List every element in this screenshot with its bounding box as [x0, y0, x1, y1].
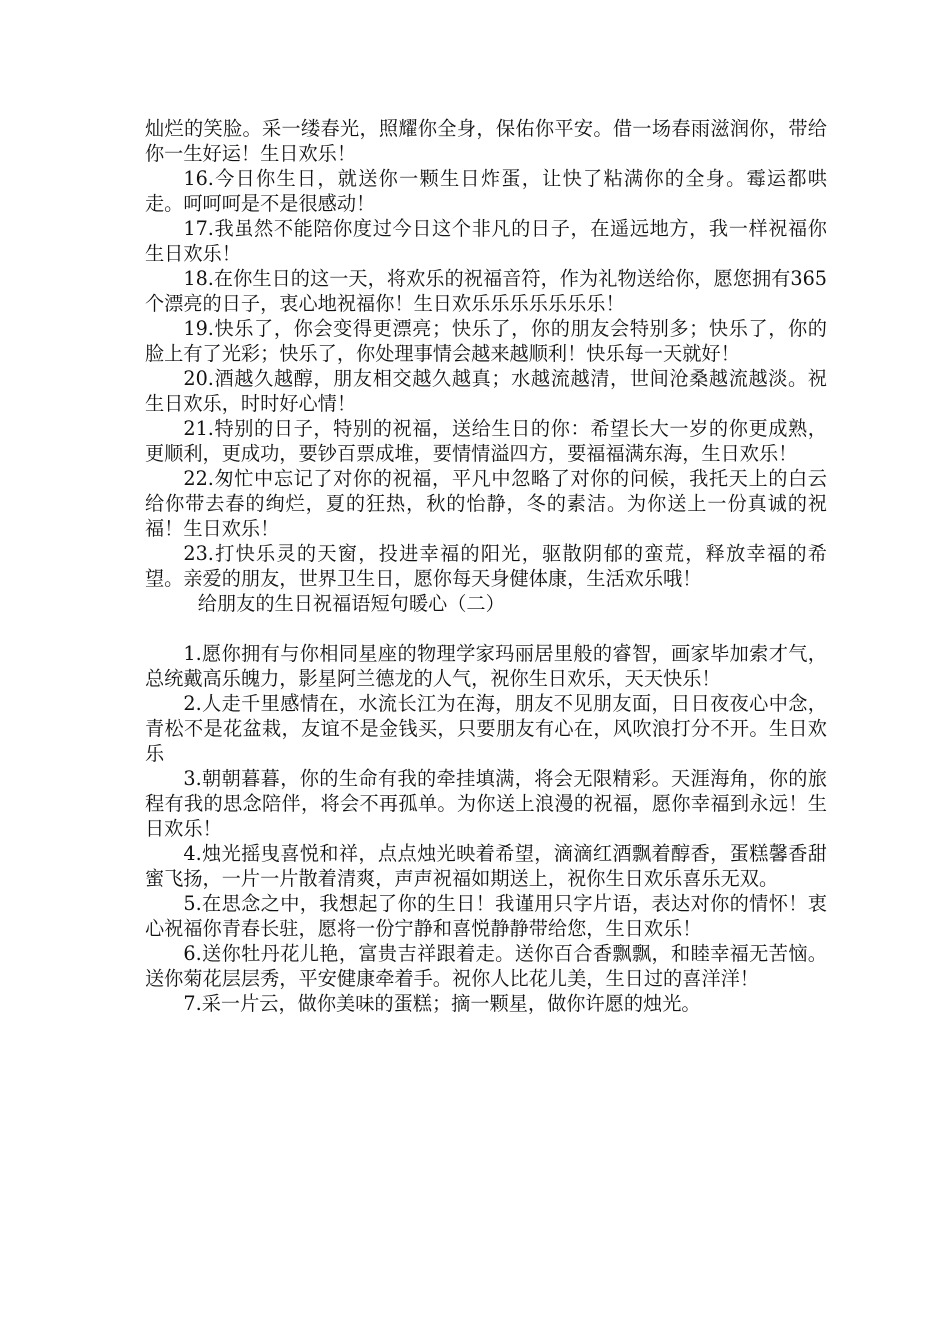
- list-item-6: 6.送你牡丹花儿艳，富贵吉祥跟着走。送你百合香飘飘，和睦幸福无苦恼。送你菊花层层秀，平安健康牵着手。祝你人比花儿美，生日过的喜洋洋！: [145, 942, 827, 990]
- list-item-22: 22.匆忙中忘记了对你的祝福，平凡中忽略了对你的问候，我托天上的白云给你带去春的绚烂，夏的狂热，秋的怡静，冬的素洁。为你送上一份真诚的祝福！生日欢乐！: [145, 467, 827, 540]
- list-item-2: 2.人走千里感情在，水流长江为在海，朋友不见朋友面，日日夜夜心中念，青松不是花盆栽，友谊不是金钱买，只要朋友有心在，风吹浪打分不开。生日欢乐: [145, 692, 827, 765]
- list-item-4: 4.烛光摇曳喜悦和祥，点点烛光映着希望，滴滴红酒飘着醇香，蛋糕馨香甜蜜飞扬，一片一片散着清爽，声声祝福如期送上，祝你生日欢乐喜乐无双。: [145, 842, 827, 890]
- list-item-21: 21.特别的日子，特别的祝福，送给生日的你：希望长大一岁的你更成熟，更顺利，更成功，要钞百票成堆，要情情溢四方，要福福满东海，生日欢乐！: [145, 417, 827, 465]
- list-item-5: 5.在思念之中，我想起了你的生日！我谨用只字片语，表达对你的情怀！衷心祝福你青春长驻，愿将一份宁静和喜悦静静带给您，生日欢乐！: [145, 892, 827, 940]
- paragraph-continuation: 灿烂的笑脸。采一缕春光，照耀你全身，保佑你平安。借一场春雨滋润你，带给你一生好运！生日欢乐！: [145, 117, 827, 165]
- list-item-23: 23.打快乐灵的天窗，投进幸福的阳光，驱散阴郁的蛮荒，释放幸福的希望。亲爱的朋友，世界卫生日，愿你每天身健体康，生活欢乐哦！: [145, 542, 827, 590]
- list-item-3: 3.朝朝暮暮，你的生命有我的牵挂填满，将会无限精彩。天涯海角，你的旅程有我的思念陪伴，将会不再孤单。为你送上浪漫的祝福，愿你幸福到永远！生日欢乐！: [145, 767, 827, 840]
- list-item-17: 17.我虽然不能陪你度过今日这个非凡的日子，在遥远地方，我一样祝福你生日欢乐！: [145, 217, 827, 265]
- list-item-1: 1.愿你拥有与你相同星座的物理学家玛丽居里般的睿智，画家毕加索才气，总统戴高乐魄力，影星阿兰德龙的人气，祝你生日欢乐，天天快乐！: [145, 642, 827, 690]
- list-item-18: 18.在你生日的这一天，将欢乐的祝福音符，作为礼物送给你，愿您拥有365个漂亮的日子，衷心地祝福你！生日欢乐乐乐乐乐乐乐！: [145, 267, 827, 315]
- blank-line: [145, 616, 827, 641]
- list-item-19: 19.快乐了，你会变得更漂亮；快乐了，你的朋友会特别多；快乐了，你的脸上有了光彩；快乐了，你处理事情会越来越顺利！快乐每一天就好！: [145, 317, 827, 365]
- list-item-20: 20.酒越久越醇，朋友相交越久越真；水越流越清，世间沧桑越流越淡。祝生日欢乐，时时好心情！: [145, 367, 827, 415]
- document-body: [145, 116, 827, 1016]
- list-item-16: 16.今日你生日，就送你一颗生日炸蛋，让快了粘满你的全身。霉运都哄走。呵呵呵是不是很感动！: [145, 167, 827, 215]
- list-item-7: 7.采一片云，做你美味的蛋糕；摘一颗星，做你许愿的烛光。: [183, 992, 701, 1015]
- section-heading: 给朋友的生日祝福语短句暖心（二）: [197, 592, 505, 615]
